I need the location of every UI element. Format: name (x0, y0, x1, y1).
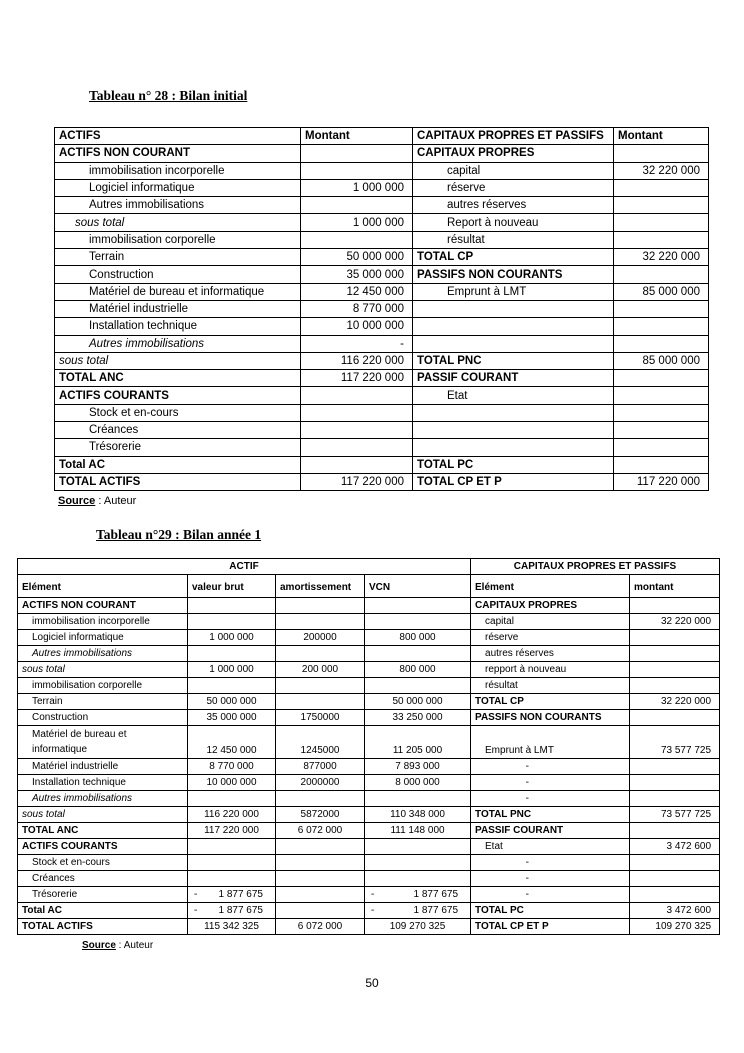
row-brut: 116 220 000 (188, 807, 276, 823)
row-amount (301, 231, 413, 248)
header-cell: VCN (365, 575, 471, 598)
row-brut: 50 000 000 (188, 694, 276, 710)
row-amount: 1 000 000 (301, 179, 413, 196)
row-right-amount: 32 220 000 (614, 162, 709, 179)
row-amount: 50 000 000 (301, 249, 413, 266)
row-right-amount: 85 000 000 (614, 352, 709, 369)
row-right-label (413, 318, 614, 335)
row-amort: 877000 (276, 759, 365, 775)
row-brut: 10 000 000 (188, 775, 276, 791)
row-brut (188, 598, 276, 614)
row-label: Autres immobilisations (55, 197, 301, 214)
row-label: Installation technique (18, 775, 188, 791)
table-row (18, 823, 720, 839)
table-row (55, 145, 709, 162)
row-brut (188, 903, 276, 919)
row-right-amount (614, 456, 709, 473)
row-right-amount (630, 887, 720, 903)
table-row (55, 249, 709, 266)
row-label: Stock et en-cours (18, 855, 188, 871)
row-amort (276, 839, 365, 855)
row-label: TOTAL ACTIFS (18, 919, 188, 935)
row-amount (301, 162, 413, 179)
row-label: Autres immobilisations (18, 791, 188, 807)
row-right-amount: 117 220 000 (614, 473, 709, 490)
header-cell: Montant (301, 128, 413, 145)
row-right-amount (630, 598, 720, 614)
row-right-amount (630, 646, 720, 662)
row-label: immobilisation incorporelle (55, 162, 301, 179)
row-label: Stock et en-cours (55, 404, 301, 421)
row-amount (301, 439, 413, 456)
row-label: TOTAL ANC (18, 823, 188, 839)
row-right-label: CAPITAUX PROPRES (471, 598, 630, 614)
row-right-label: autres réserves (413, 197, 614, 214)
row-right-label: - (471, 855, 630, 871)
row-amount: 12 450 000 (301, 283, 413, 300)
row-right-label: PASSIFS NON COURANTS (413, 266, 614, 283)
row-label: Installation technique (55, 318, 301, 335)
row-vcn (365, 871, 471, 887)
row-right-label: TOTAL CP ET P (471, 919, 630, 935)
row-brut (188, 646, 276, 662)
table-row (55, 422, 709, 439)
row-label: Logiciel informatique (18, 630, 188, 646)
row-right-amount: 3 472 600 (630, 903, 720, 919)
row-brut: 1 000 000 (188, 662, 276, 678)
row-amort (276, 598, 365, 614)
group-header-row (18, 559, 720, 575)
row-amort: 200 000 (276, 662, 365, 678)
row-vcn: 800 000 (365, 662, 471, 678)
row-vcn (365, 791, 471, 807)
row-label: Construction (18, 710, 188, 726)
row-right-amount (630, 759, 720, 775)
row-right-label: Etat (471, 839, 630, 855)
row-amort: 6 072 000 (276, 919, 365, 935)
row-label: Créances (18, 871, 188, 887)
row-label: immobilisation corporelle (55, 231, 301, 248)
row-amort (276, 887, 365, 903)
row-brut: 12 450 000 (188, 726, 276, 759)
row-right-label: TOTAL CP (413, 249, 614, 266)
row-label: sous total (55, 352, 301, 369)
row-right-label: TOTAL PNC (413, 352, 614, 369)
row-amount: 116 220 000 (301, 352, 413, 369)
row-label: Matériel industrielle (55, 300, 301, 317)
table-row (18, 598, 720, 614)
table-row (18, 646, 720, 662)
table-row (18, 775, 720, 791)
row-right-amount (630, 678, 720, 694)
row-label: Logiciel informatique (55, 179, 301, 196)
row-label: sous total (18, 662, 188, 678)
row-vcn: 50 000 000 (365, 694, 471, 710)
row-label: sous total (18, 807, 188, 823)
row-right-label: - (471, 887, 630, 903)
row-right-label (413, 300, 614, 317)
table-row (55, 473, 709, 490)
row-right-label (413, 439, 614, 456)
row-right-amount (614, 422, 709, 439)
row-right-amount (614, 335, 709, 352)
row-right-amount (614, 266, 709, 283)
row-label: immobilisation incorporelle (18, 614, 188, 630)
row-amount: 117 220 000 (301, 370, 413, 387)
row-label: Matériel de bureau et informatique (55, 283, 301, 300)
bilan-initial-table (54, 127, 709, 491)
row-right-amount: 85 000 000 (614, 283, 709, 300)
header-cell: Elément (471, 575, 630, 598)
row-right-label: TOTAL CP ET P (413, 473, 614, 490)
row-right-amount (614, 370, 709, 387)
row-amort (276, 646, 365, 662)
row-brut: 1 000 000 (188, 630, 276, 646)
row-right-label: TOTAL PNC (471, 807, 630, 823)
table-row (18, 694, 720, 710)
row-right-label: - (471, 791, 630, 807)
negative-sign: - (194, 904, 198, 916)
row-right-amount (630, 855, 720, 871)
row-vcn: 110 348 000 (365, 807, 471, 823)
row-right-amount (614, 300, 709, 317)
row-right-amount (614, 197, 709, 214)
table-row (18, 919, 720, 935)
row-right-label: - (471, 871, 630, 887)
row-right-label: TOTAL PC (413, 456, 614, 473)
table-row (55, 404, 709, 421)
row-vcn: 109 270 325 (365, 919, 471, 935)
row-right-label: réserve (413, 179, 614, 196)
table1-source (58, 495, 136, 507)
table-row (55, 283, 709, 300)
row-amort (276, 694, 365, 710)
row-label: ACTIFS NON COURANT (18, 598, 188, 614)
row-amount (301, 145, 413, 162)
row-brut-value: 1 877 675 (218, 904, 263, 916)
row-right-amount (614, 145, 709, 162)
row-brut: 35 000 000 (188, 710, 276, 726)
bilan-annee1-table (17, 558, 720, 935)
table-row (55, 318, 709, 335)
table2-caption: Tableau n°29 : Bilan année 1 (96, 527, 262, 542)
table-row (55, 266, 709, 283)
row-vcn (365, 678, 471, 694)
row-right-label: PASSIF COURANT (471, 823, 630, 839)
row-amort (276, 678, 365, 694)
row-vcn (365, 839, 471, 855)
row-right-amount: 3 472 600 (630, 839, 720, 855)
row-right-label: repport à nouveau (471, 662, 630, 678)
row-right-amount: 32 220 000 (630, 694, 720, 710)
row-label: ACTIFS COURANTS (18, 839, 188, 855)
row-vcn-value: 1 877 675 (413, 888, 459, 900)
table-row (18, 726, 720, 759)
source-text: : Auteur (95, 495, 137, 507)
row-label: immobilisation corporelle (18, 678, 188, 694)
group-header-passif: CAPITAUX PROPRES ET PASSIFS (471, 559, 720, 575)
row-vcn (365, 903, 471, 919)
row-brut (188, 855, 276, 871)
row-amort: 1245000 (276, 726, 365, 759)
row-right-label: TOTAL PC (471, 903, 630, 919)
row-right-amount (614, 404, 709, 421)
row-amort (276, 791, 365, 807)
row-brut: 8 770 000 (188, 759, 276, 775)
row-label: ACTIFS COURANTS (55, 387, 301, 404)
header-cell: Montant (614, 128, 709, 145)
table-row (18, 839, 720, 855)
row-amount (301, 456, 413, 473)
header-cell: valeur brut (188, 575, 276, 598)
table-row (18, 903, 720, 919)
row-right-label (413, 422, 614, 439)
row-amount: 8 770 000 (301, 300, 413, 317)
header-cell: montant (630, 575, 720, 598)
row-label: TOTAL ANC (55, 370, 301, 387)
negative-sign: - (371, 888, 375, 900)
row-right-amount: 32 220 000 (630, 614, 720, 630)
row-amort (276, 871, 365, 887)
row-vcn: 11 205 000 (365, 726, 471, 759)
table-row (18, 807, 720, 823)
table-row (55, 439, 709, 456)
row-right-amount (614, 318, 709, 335)
table-row (55, 214, 709, 231)
header-cell: amortissement (276, 575, 365, 598)
row-amort: 1750000 (276, 710, 365, 726)
table-row (55, 370, 709, 387)
row-right-amount (630, 775, 720, 791)
row-label-line2: informatique (32, 744, 88, 755)
row-brut (188, 678, 276, 694)
row-right-label (413, 335, 614, 352)
row-label: ACTIFS NON COURANT (55, 145, 301, 162)
row-right-amount (614, 387, 709, 404)
row-right-label: capital (471, 614, 630, 630)
row-vcn (365, 598, 471, 614)
row-amount: 10 000 000 (301, 318, 413, 335)
row-right-label: CAPITAUX PROPRES (413, 145, 614, 162)
row-amort: 5872000 (276, 807, 365, 823)
row-right-amount: 73 577 725 (630, 726, 720, 759)
header-cell: Elément (18, 575, 188, 598)
row-label: Créances (55, 422, 301, 439)
row-amount (301, 387, 413, 404)
table-row (55, 300, 709, 317)
row-amount: 117 220 000 (301, 473, 413, 490)
table-header-row (18, 575, 720, 598)
row-brut (188, 614, 276, 630)
row-right-label: Emprunt à LMT (413, 283, 614, 300)
table-row (18, 791, 720, 807)
table-row (18, 614, 720, 630)
table-row (55, 179, 709, 196)
row-brut (188, 839, 276, 855)
row-vcn: 33 250 000 (365, 710, 471, 726)
row-right-label: PASSIFS NON COURANTS (471, 710, 630, 726)
negative-sign: - (194, 888, 198, 900)
table-row (18, 710, 720, 726)
row-label: Total AC (55, 456, 301, 473)
row-label: Total AC (18, 903, 188, 919)
row-label: sous total (55, 214, 301, 231)
negative-sign: - (371, 904, 375, 916)
row-right-label: - (471, 759, 630, 775)
row-vcn (365, 614, 471, 630)
row-right-amount (630, 791, 720, 807)
row-vcn: 800 000 (365, 630, 471, 646)
row-right-label: résultat (413, 231, 614, 248)
row-vcn-value: 1 877 675 (413, 904, 459, 916)
row-right-label (413, 404, 614, 421)
row-right-label: capital (413, 162, 614, 179)
row-label: Terrain (18, 694, 188, 710)
row-label: Trésorerie (18, 887, 188, 903)
row-right-label: PASSIF COURANT (413, 370, 614, 387)
row-vcn: 7 893 000 (365, 759, 471, 775)
row-label: TOTAL ACTIFS (55, 473, 301, 490)
table-row (55, 456, 709, 473)
table-row (18, 887, 720, 903)
table-row (18, 630, 720, 646)
row-amount: 1 000 000 (301, 214, 413, 231)
row-right-amount (614, 214, 709, 231)
row-label: Trésorerie (55, 439, 301, 456)
row-right-amount (614, 439, 709, 456)
row-amount: - (301, 335, 413, 352)
row-amount (301, 422, 413, 439)
table-row (18, 759, 720, 775)
row-label: Matériel industrielle (18, 759, 188, 775)
row-vcn (365, 646, 471, 662)
row-label (18, 726, 188, 759)
row-right-amount: 73 577 725 (630, 807, 720, 823)
row-right-label: Report à nouveau (413, 214, 614, 231)
row-vcn: 8 000 000 (365, 775, 471, 791)
header-cell: CAPITAUX PROPRES ET PASSIFS (413, 128, 614, 145)
row-right-label: TOTAL CP (471, 694, 630, 710)
row-vcn (365, 887, 471, 903)
row-amort (276, 855, 365, 871)
row-label: Autres immobilisations (18, 646, 188, 662)
row-amount (301, 197, 413, 214)
row-brut (188, 791, 276, 807)
row-vcn: 111 148 000 (365, 823, 471, 839)
row-right-amount (614, 231, 709, 248)
row-label: Terrain (55, 249, 301, 266)
table-row (55, 335, 709, 352)
row-brut: 117 220 000 (188, 823, 276, 839)
source-text: : Auteur (115, 940, 154, 951)
row-amount (301, 404, 413, 421)
table-row (18, 678, 720, 694)
row-right-label: Emprunt à LMT (471, 726, 630, 759)
table2-source (82, 940, 153, 951)
group-header-actif: ACTIF (18, 559, 471, 575)
table-row (18, 662, 720, 678)
row-label: Autres immobilisations (55, 335, 301, 352)
source-label: Source (82, 940, 116, 951)
row-amort: 200000 (276, 630, 365, 646)
source-label: Source (58, 495, 96, 507)
row-right-label: Etat (413, 387, 614, 404)
table-row (55, 162, 709, 179)
row-right-amount (630, 823, 720, 839)
row-right-amount: 32 220 000 (614, 249, 709, 266)
row-label: Construction (55, 266, 301, 283)
page-number: 50 (365, 976, 379, 990)
row-amort: 6 072 000 (276, 823, 365, 839)
row-amount: 35 000 000 (301, 266, 413, 283)
table-row (18, 871, 720, 887)
row-brut (188, 887, 276, 903)
table-row (18, 855, 720, 871)
row-amort (276, 614, 365, 630)
row-right-amount (630, 710, 720, 726)
row-right-label: autres réserves (471, 646, 630, 662)
table-header-row (55, 128, 709, 145)
row-brut (188, 871, 276, 887)
row-brut: 115 342 325 (188, 919, 276, 935)
row-amort: 2000000 (276, 775, 365, 791)
row-right-label: résultat (471, 678, 630, 694)
row-right-label: - (471, 775, 630, 791)
table-row (55, 197, 709, 214)
row-right-amount (614, 179, 709, 196)
row-brut-value: 1 877 675 (218, 888, 263, 900)
row-right-amount (630, 871, 720, 887)
row-right-amount (630, 662, 720, 678)
table-row (55, 231, 709, 248)
row-amort (276, 903, 365, 919)
table-row (55, 352, 709, 369)
table-row (55, 387, 709, 404)
row-right-amount: 109 270 325 (630, 919, 720, 935)
header-cell: ACTIFS (55, 128, 301, 145)
row-vcn (365, 855, 471, 871)
table1-caption: Tableau n° 28 : Bilan initial (89, 88, 248, 103)
row-right-amount (630, 630, 720, 646)
row-label-line1: Matériel de bureau et (32, 729, 127, 740)
row-right-label: réserve (471, 630, 630, 646)
